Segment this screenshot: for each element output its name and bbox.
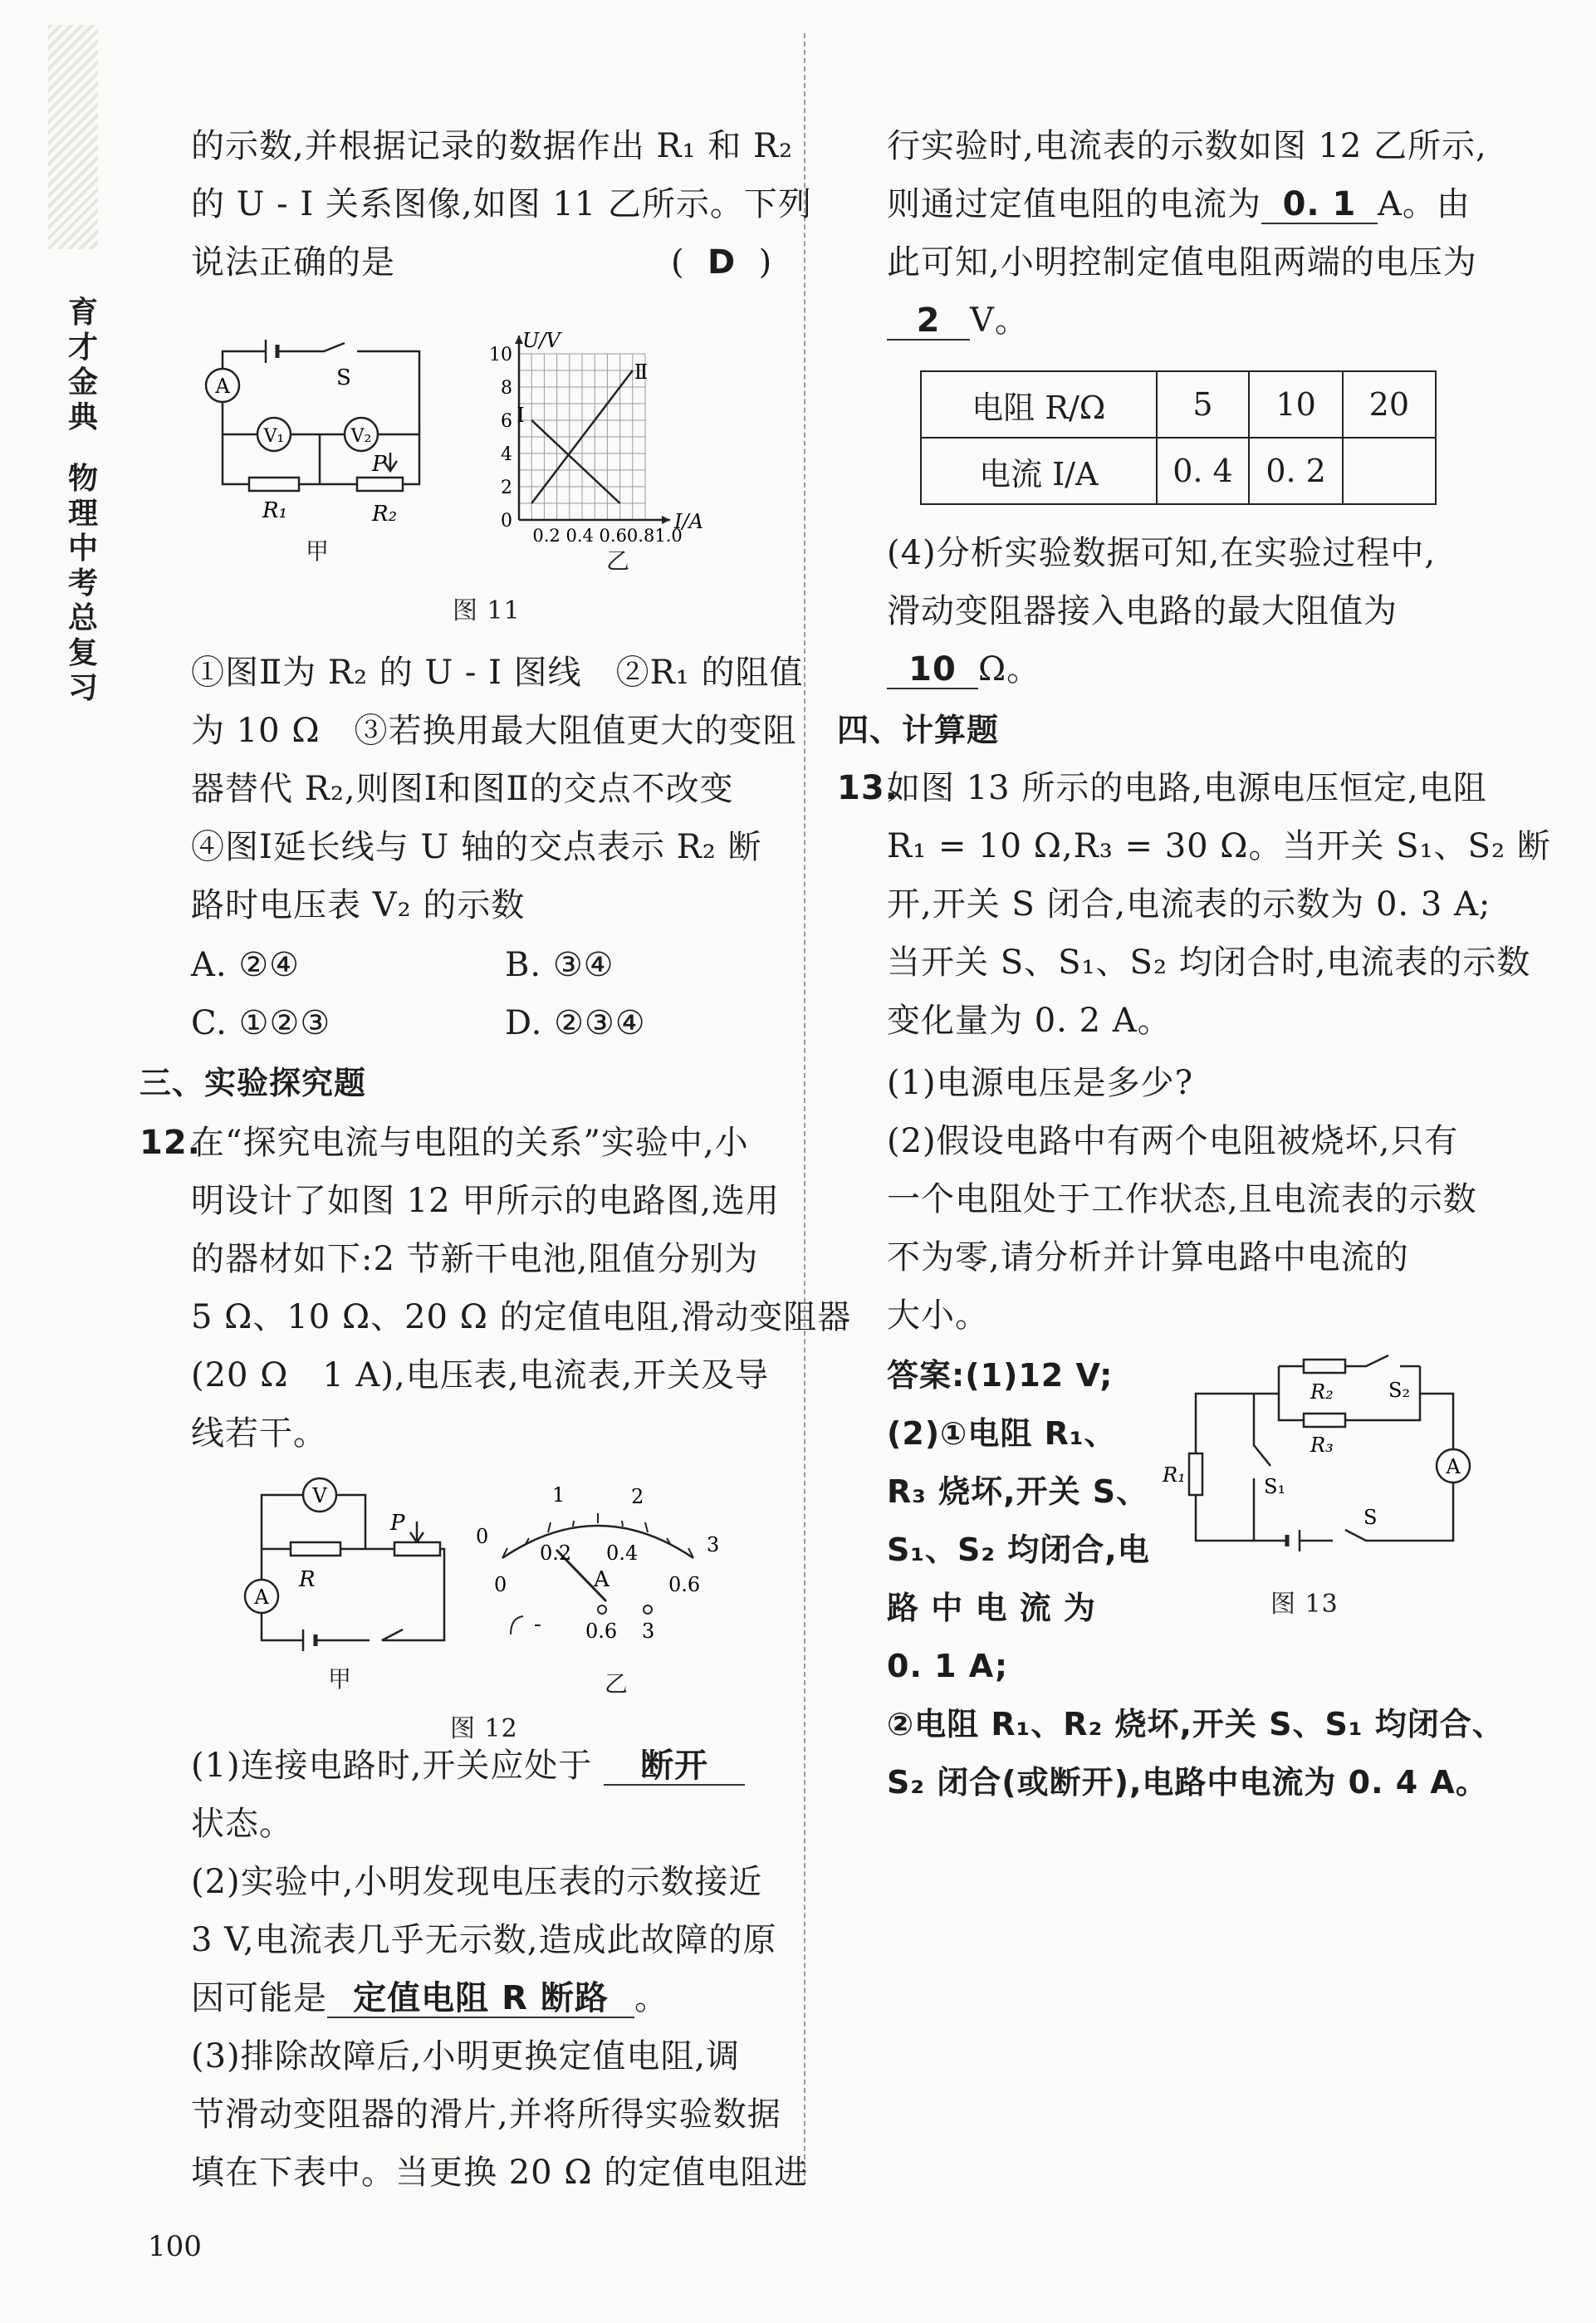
q11-statement-1: ①图Ⅱ为 R₂ 的 U - I 图线 ②R₁ 的阻值 — [191, 654, 804, 692]
fig11-wire-top-left — [223, 351, 266, 368]
fig13-wire-s1 — [1254, 1394, 1270, 1541]
q12-stem-line1: 在“探究电流与电阻的关系”实验中,小 — [191, 1124, 749, 1162]
q11-statement-5: 路时电压表 V₂ 的示数 — [191, 886, 526, 924]
fig13-resistor-r1 — [1189, 1453, 1202, 1495]
y-axis-label: U/V — [522, 329, 561, 352]
q12-part3-line4: 行实验时,电流表的示数如图 12 乙所示, — [887, 127, 1487, 165]
fig11-resistor-r2 — [357, 478, 403, 491]
q13-answer-line5: 路 中 电 流 为 — [887, 1590, 1096, 1626]
q13-answer-line1: 答案:(1)12 V; — [887, 1357, 1114, 1394]
q12-part2-answer: 定值电阻 R 断路 — [327, 1980, 634, 2018]
fig11-left-label: 甲 — [306, 537, 330, 565]
y-tick-label: 8 — [501, 378, 512, 399]
q12-data-table — [920, 370, 1437, 505]
q13-answer-line7: ②电阻 R₁、R₂ 烧坏,开关 S、S₁ 均闭合、 — [887, 1706, 1505, 1742]
fig11-r1-label: R₁ — [262, 498, 287, 523]
q13-stem-line5: 变化量为 0. 2 A。 — [887, 1002, 1172, 1040]
side-label-brand: 育才金典 — [67, 295, 98, 434]
table-header-cell: 5 — [1157, 371, 1250, 438]
fig12-scale-top-2: 2 — [631, 1485, 644, 1508]
fig13-r2-label: R₂ — [1310, 1380, 1334, 1404]
table-cell: 0. 2 — [1249, 438, 1342, 504]
fig13-s1-label: S₁ — [1264, 1475, 1286, 1498]
q13-stem-line2: R₁ = 10 Ω,R₃ = 30 Ω。当开关 S₁、S₂ 断 — [887, 827, 1551, 865]
fig12-scale-bottom-1: 0.2 — [540, 1541, 572, 1565]
q12-part4-answer: 10 — [887, 651, 978, 689]
fig12-scale-top-3: 3 — [707, 1533, 720, 1556]
table-row — [921, 438, 1436, 504]
fig11-switch-label: S — [336, 365, 351, 390]
fig11-v1-label: V₁ — [263, 426, 285, 447]
q13-answer-line8: S₂ 闭合(或断开),电路中电流为 0. 4 A。 — [887, 1764, 1488, 1801]
fig11-caption: 图 11 — [453, 596, 521, 625]
q12-part2-text: 因可能是 — [191, 1979, 327, 2017]
fig13-s-label: S — [1363, 1506, 1378, 1529]
fig13-caption: 图 13 — [1270, 1590, 1339, 1619]
q11-stem-line1: 的示数,并根据记录的数据作出 R₁ 和 R₂ — [191, 127, 794, 165]
fig12-main-wire-right — [262, 1549, 444, 1640]
fig13-ammeter-label: A — [1446, 1455, 1461, 1478]
q13-question2-line3: 不为零,请分析并计算电路中电流的 — [887, 1238, 1409, 1277]
fig12-scale-top-1: 1 — [552, 1483, 565, 1507]
fig12-rheostat — [394, 1542, 440, 1556]
q12-part3-answer-current: 0. 1 — [1261, 186, 1378, 224]
fig11-r2-label: R₂ — [372, 502, 397, 527]
y-tick-label: 0 — [501, 511, 512, 532]
q12-part3-line5 — [887, 184, 1471, 224]
fig12-scale-bottom-3: 0.6 — [668, 1573, 701, 1596]
q12-part3-text5-tail: A。由 — [1378, 185, 1471, 223]
q13-question2-line2: 一个电阻处于工作状态,且电流表的示数 — [887, 1180, 1477, 1218]
q12-stem-line3: 的器材如下:2 节新干电池,阻值分别为 — [191, 1240, 759, 1278]
q12-stem-line6: 线若干。 — [191, 1414, 327, 1453]
fig12-resistor-r — [291, 1542, 340, 1556]
fig12-terminal-06-post — [598, 1605, 606, 1614]
q11-option-c: C. ①②③ — [191, 1004, 331, 1042]
fig12-scale-top-0: 0 — [476, 1525, 489, 1548]
q12-part4-line2: 滑动变阻器接入电路的最大阻值为 — [887, 592, 1398, 630]
q11-option-d: D. ②③④ — [505, 1004, 646, 1042]
q13-answer-line6: 0. 1 A; — [887, 1648, 1009, 1684]
fig12-slider — [410, 1522, 423, 1542]
table-header-cell: 20 — [1343, 371, 1436, 438]
fig12-terminal-wire — [511, 1616, 523, 1634]
y-tick-label: 2 — [501, 478, 512, 498]
q12-part2-line1: (2)实验中,小明发现电压表的示数接近 — [191, 1863, 763, 1901]
q12-part2-line2: 3 V,电流表几乎无示数,造成此故障的原 — [191, 1921, 777, 1959]
fig12-p-label: P — [390, 1511, 405, 1536]
table-cell: 0. 4 — [1157, 438, 1250, 504]
q13-stem-line1: 如图 13 所示的电路,电源电压恒定,电阻 — [887, 769, 1487, 807]
page-number: 100 — [148, 2230, 202, 2263]
series-line-1 — [531, 420, 619, 503]
table-header-cell: 电阻 R/Ω — [921, 371, 1157, 438]
side-decoration — [48, 25, 98, 249]
q12-part4-tail: Ω。 — [978, 650, 1041, 689]
q12-part3-line2: 节滑动变阻器的滑片,并将所得实验数据 — [191, 2095, 781, 2134]
fig13-wire-r2-branch — [1279, 1355, 1420, 1366]
q13-answer-line3: R₃ 烧坏,开关 S、 — [887, 1473, 1149, 1510]
table-cell — [1343, 438, 1436, 504]
q12-part3-line1: (3)排除故障后,小明更换定值电阻,调 — [191, 2037, 741, 2076]
column-divider — [804, 33, 805, 2184]
section3-title: 三、实验探究题 — [140, 1065, 367, 1101]
q11-statement-4: ④图Ⅰ延长线与 U 轴的交点表示 R₂ 断 — [191, 828, 762, 866]
x-axis-label: I/A — [674, 510, 703, 533]
fig12-ammeter-label: A — [254, 1585, 269, 1609]
fig11-wire-switch — [277, 343, 345, 351]
fig13-r1-label: R₁ — [1163, 1463, 1186, 1487]
q11-answer: D — [707, 243, 737, 282]
fig13-s2-label: S₂ — [1388, 1379, 1411, 1402]
q11-stem-line2: 的 U - I 关系图像,如图 11 乙所示。下列 — [191, 185, 812, 223]
q12-stem-line4: 5 Ω、10 Ω、20 Ω 的定值电阻,滑动变阻器 — [191, 1298, 852, 1336]
q12-number: 12. — [140, 1124, 201, 1162]
y-tick-label: 10 — [489, 345, 512, 365]
fig12-scale-bottom-0: 0 — [494, 1573, 507, 1596]
q13-answer-line4: S₁、S₂ 均闭合,电 — [887, 1532, 1150, 1568]
q13-number: 13. — [837, 769, 898, 807]
q12-part2-end: 。 — [634, 1979, 668, 2017]
q12-part1-tail: 状态。 — [191, 1805, 293, 1843]
fig11-ui-chart — [473, 306, 772, 546]
table-row — [921, 371, 1436, 438]
fig13-r3-label: R₃ — [1310, 1433, 1334, 1457]
fig11-wire-left — [223, 403, 249, 484]
q11-answer-bracket: ( D ) — [671, 243, 773, 282]
series-label-2: Ⅱ — [634, 360, 649, 384]
fig13-circuit — [1163, 1321, 1478, 1561]
x-tick-labels: 0.2 0.4 0.60.81.0 — [532, 526, 683, 546]
y-tick-label: 6 — [501, 411, 512, 432]
fig13-resistor-r3 — [1304, 1414, 1345, 1427]
fig12-terminal-minus: - — [534, 1612, 541, 1637]
fig11-v2-label: V₂ — [350, 426, 372, 447]
y-tick-label: 4 — [501, 444, 512, 465]
q11-stem-line3: 说法正确的是 — [191, 243, 395, 282]
fig12-right-label: 乙 — [605, 1670, 629, 1698]
q11-option-a: A. ②④ — [191, 946, 301, 984]
fig12-r-label: R — [299, 1567, 316, 1592]
q12-part3-line6: 此可知,小明控制定值电阻两端的电压为 — [887, 243, 1477, 282]
fig12-terminal-3: 3 — [642, 1620, 655, 1643]
q12-part2-line3 — [191, 1978, 668, 2018]
fig13-resistor-r2 — [1304, 1360, 1345, 1373]
q12-part3-text7-tail: V。 — [970, 301, 1029, 340]
fig12-left-label: 甲 — [328, 1665, 353, 1693]
q13-answer-line2: (2)①电阻 R₁、 — [887, 1415, 1117, 1452]
q12-stem-line5: (20 Ω 1 A),电压表,电流表,开关及导 — [191, 1356, 770, 1394]
fig11-resistor-r1 — [249, 478, 299, 491]
q12-part1-line1 — [191, 1746, 745, 1786]
q11-statement-3: 器替代 R₂,则图Ⅰ和图Ⅱ的交点不改变 — [191, 770, 734, 808]
fig11-circuit — [191, 336, 448, 536]
q12-part4-line3 — [887, 649, 1040, 689]
side-label-subject: 物理中考总复习 — [67, 461, 98, 705]
fig11-ammeter-label: A — [215, 375, 230, 398]
q11-option-b: B. ③④ — [505, 946, 614, 984]
q12-part4-line1: (4)分析实验数据可知,在实验过程中, — [887, 534, 1437, 572]
q11-statement-2: 为 10 Ω ③若换用最大阻值更大的变阻 — [191, 712, 797, 750]
q13-stem-line4: 当开关 S、S₁、S₂ 均闭合时,电流表的示数 — [887, 943, 1531, 982]
q13-stem-line3: 开,开关 S 闭合,电流表的示数为 0. 3 A; — [887, 885, 1491, 924]
x-axis-arrow — [662, 516, 670, 524]
table-cell: 电流 I/A — [921, 438, 1157, 504]
fig12-terminal-06: 0.6 — [585, 1620, 618, 1643]
series-label-1: Ⅰ — [516, 404, 525, 427]
q13-question2-line4: 大小。 — [887, 1296, 989, 1335]
fig12-scale-bottom-2: 0.4 — [606, 1541, 639, 1565]
fig12-dial-unit: A — [594, 1567, 610, 1592]
fig12-dial-arc — [502, 1526, 693, 1558]
q12-part1-answer: 断开 — [604, 1747, 745, 1786]
q12-part3-text5: 则通过定值电阻的电流为 — [887, 185, 1261, 223]
q12-part3-line3: 填在下表中。当更换 20 Ω 的定值电阻进 — [191, 2154, 809, 2192]
q12-part1-text: (1)连接电路时,开关应处于 — [191, 1747, 593, 1785]
fig12-circuit — [233, 1470, 465, 1653]
fig12-ammeter-dial — [461, 1477, 735, 1659]
table-header-cell: 10 — [1249, 371, 1342, 438]
fig12-voltmeter-label: V — [312, 1484, 327, 1507]
section4-title: 四、计算题 — [837, 712, 1000, 748]
q12-part3-line7 — [887, 301, 1029, 341]
q12-part3-answer-voltage: 2 — [887, 302, 970, 341]
fig12-terminal-3-post — [644, 1605, 652, 1614]
q13-question2-line1: (2)假设电路中有两个电阻被烧坏,只有 — [887, 1122, 1459, 1160]
q12-stem-line2: 明设计了如图 12 甲所示的电路图,选用 — [191, 1182, 781, 1220]
fig11-slider-label: P — [372, 452, 387, 477]
q13-question1: (1)电源电压是多少? — [887, 1064, 1194, 1102]
fig11-right-label: 乙 — [606, 547, 631, 575]
fig12-caption: 图 12 — [450, 1714, 518, 1743]
